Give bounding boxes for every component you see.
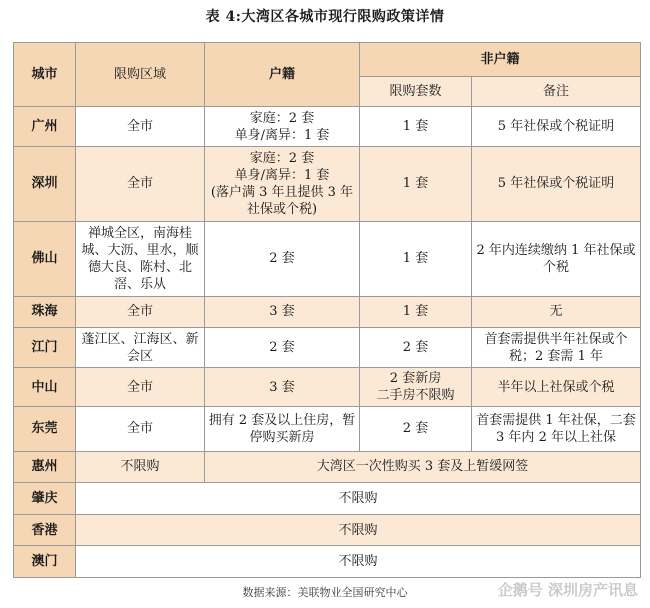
- city-cell: 澳门: [14, 546, 76, 578]
- huji-cell: 3 套: [205, 296, 360, 328]
- table-row: [14, 514, 641, 546]
- city-cell: 江门: [14, 328, 76, 368]
- table-title: 表 4:大湾区各城市现行限购政策详情: [205, 9, 445, 25]
- area-cell: 全市: [76, 147, 205, 222]
- area-cell: 不限购: [76, 451, 205, 483]
- table-row: [14, 221, 641, 296]
- count-cell: 1 套: [360, 296, 472, 328]
- table-row: [14, 368, 641, 407]
- huji-cell: 拥有 2 套及以上住房，暂停购买新房: [205, 407, 360, 451]
- city-cell: 惠州: [14, 451, 76, 483]
- count-cell: 2 套: [360, 328, 472, 368]
- city-cell: 东莞: [14, 407, 76, 451]
- huji-cell: 2 套: [205, 328, 360, 368]
- huji-cell: 家庭：2 套 单身/离异：1 套 (落户满 3 年且提供 3 年社保或个税): [205, 147, 360, 222]
- header-count: 限购套数: [360, 77, 472, 107]
- table-row: [14, 296, 641, 328]
- table-row: [14, 147, 641, 222]
- area-cell: 全市: [76, 407, 205, 451]
- city-cell: 中山: [14, 368, 76, 407]
- area-cell: 禅城全区，南海桂城、大沥、里水，顺德大良、陈村、北滘、乐从: [76, 221, 205, 296]
- merged-cell: 不限购: [76, 546, 641, 578]
- count-cell: 1 套: [360, 107, 472, 147]
- table-row: [14, 451, 641, 483]
- count-cell: 1 套: [360, 147, 472, 222]
- city-cell: 深圳: [14, 147, 76, 222]
- area-cell: 全市: [76, 368, 205, 407]
- count-cell: 2 套新房 二手房不限购: [360, 368, 472, 407]
- city-cell: 珠海: [14, 296, 76, 328]
- header-feihuji: 非户籍: [360, 43, 641, 77]
- city-cell: 广州: [14, 107, 76, 147]
- area-cell: 蓬江区、江海区、新会区: [76, 328, 205, 368]
- table-row: [14, 407, 641, 451]
- merged-cell: 不限购: [76, 514, 641, 546]
- table-body: [14, 107, 641, 578]
- header-area: 限购区域: [76, 43, 205, 107]
- policy-table: [13, 42, 641, 578]
- city-cell: 佛山: [14, 221, 76, 296]
- table-row: [14, 546, 641, 578]
- city-cell: 肇庆: [14, 483, 76, 515]
- table-row: [14, 107, 641, 147]
- huji-cell: 3 套: [205, 368, 360, 407]
- huji-cell: 家庭：2 套 单身/离异：1 套: [205, 107, 360, 147]
- note-cell: 2 年内连续缴纳 1 年社保或个税: [472, 221, 641, 296]
- header-city: 城市: [14, 43, 76, 107]
- note-cell: 首套需提供半年社保或个税；2 套需 1 年: [472, 328, 641, 368]
- watermark: 企鹅号 深圳房产讯息: [497, 581, 638, 599]
- table-row: [14, 483, 641, 515]
- count-cell: 2 套: [360, 407, 472, 451]
- merged-cell: 不限购: [76, 483, 641, 515]
- note-cell: 5 年社保或个税证明: [472, 147, 641, 222]
- huji-cell: 2 套: [205, 221, 360, 296]
- merged-cell: 大湾区一次性购买 3 套及上暂缓网签: [205, 451, 641, 483]
- count-cell: 1 套: [360, 221, 472, 296]
- header-huji: 户籍: [205, 43, 360, 107]
- note-cell: 半年以上社保或个税: [472, 368, 641, 407]
- area-cell: 全市: [76, 296, 205, 328]
- table-row: [14, 328, 641, 368]
- city-cell: 香港: [14, 514, 76, 546]
- data-source: 数据来源：美联物业全国研究中心: [242, 586, 408, 599]
- header-note: 备注: [472, 77, 641, 107]
- note-cell: 5 年社保或个税证明: [472, 107, 641, 147]
- area-cell: 全市: [76, 107, 205, 147]
- note-cell: 首套需提供 1 年社保，二套 3 年内 2 年以上社保: [472, 407, 641, 451]
- note-cell: 无: [472, 296, 641, 328]
